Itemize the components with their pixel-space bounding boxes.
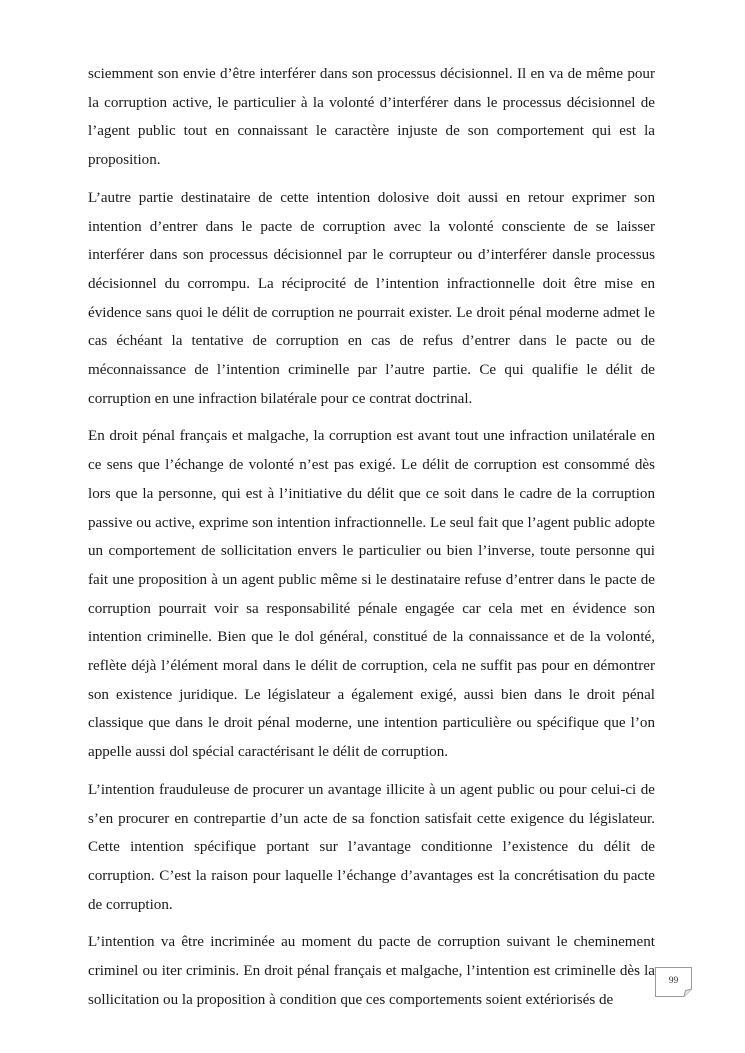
paragraph-4: L’intention frauduleuse de procurer un avantage illicite à un agent public ou pour celui-ci de s’en procurer en contrepartie d’un acte de sa fonction satisfait cette exigence du législateur. Cette intention spécifique portant sur l’avantage conditionne l’existence du délit de corruption. C’est la raison pour laquelle l’échange d’avantages est la concrétisation du pacte de corruption. [88, 781, 655, 913]
document-page [88, 60, 655, 1024]
paragraph-1: sciemment son envie d’être interférer dans son processus décisionnel. Il en va de même pour la corruption active, le particulier à la volonté d’interférer dans le processus décisionnel de l’agent public tout en connaissant le caractère injuste de son comportement qui est la proposition. [88, 66, 655, 169]
paragraph-2: L’autre partie destinataire de cette intention dolosive doit aussi en retour exprimer son intention d’entrer dans le pacte de corruption avec la volonté consciente de se laisser interférer dans son processus décisionnel par le corrupteur ou d’interférer dansle processus décisionnel du corrompu. La réciprocité de l’intention infractionnelle doit être mise en évidence sans quoi le délit de corruption ne pourrait exister. Le droit pénal moderne admet le cas échéant la tentative de corruption en cas de refus d’entrer dans le pacte ou de méconnaissance de l’intention criminelle par l’autre partie. Ce qui qualifie le délit de corruption en une infraction bilatérale pour ce contrat doctrinal. [88, 189, 655, 407]
paragraph-3: En droit pénal français et malgache, la corruption est avant tout une infraction unilatérale en ce sens que l’échange de volonté n’est pas exigé. Le délit de corruption est consommé dès lors que la personne, qui est à l’initiative du délit que ce soit dans le cadre de la corruption passive ou active, exprime son intention infractionnelle. Le seul fait que l’agent public adopte un comportement de sollicitation envers le particulier ou bien l’inverse, toute personne qui fait une proposition à un agent public même si le destinataire refuse d’entrer dans le pacte de corruption pourrait voir sa responsabilité pénale engagée car cela met en évidence son intention criminelle. Bien que le dol général, constitué de la connaissance et de la volonté, reflète déjà l’élément moral dans le délit de corruption, cela ne suffit pas pour en démontrer son existence juridique. Le législateur a également exigé, aussi bien dans le droit pénal classique que dans le droit pénal moderne, une intention particulière ou spécifique que l’on appelle aussi dol spécial caractérisant le délit de corruption. [88, 428, 655, 761]
page-number-badge [655, 967, 692, 997]
page-number: 99 [668, 976, 679, 986]
paragraph-5: L’intention va être incriminée au moment du pacte de corruption suivant le cheminement criminel ou iter criminis. En droit pénal français et malgache, l’intention est criminelle dès la sollicitation ou la proposition à condition que ces comportements soient extériorisés de [88, 934, 655, 1008]
